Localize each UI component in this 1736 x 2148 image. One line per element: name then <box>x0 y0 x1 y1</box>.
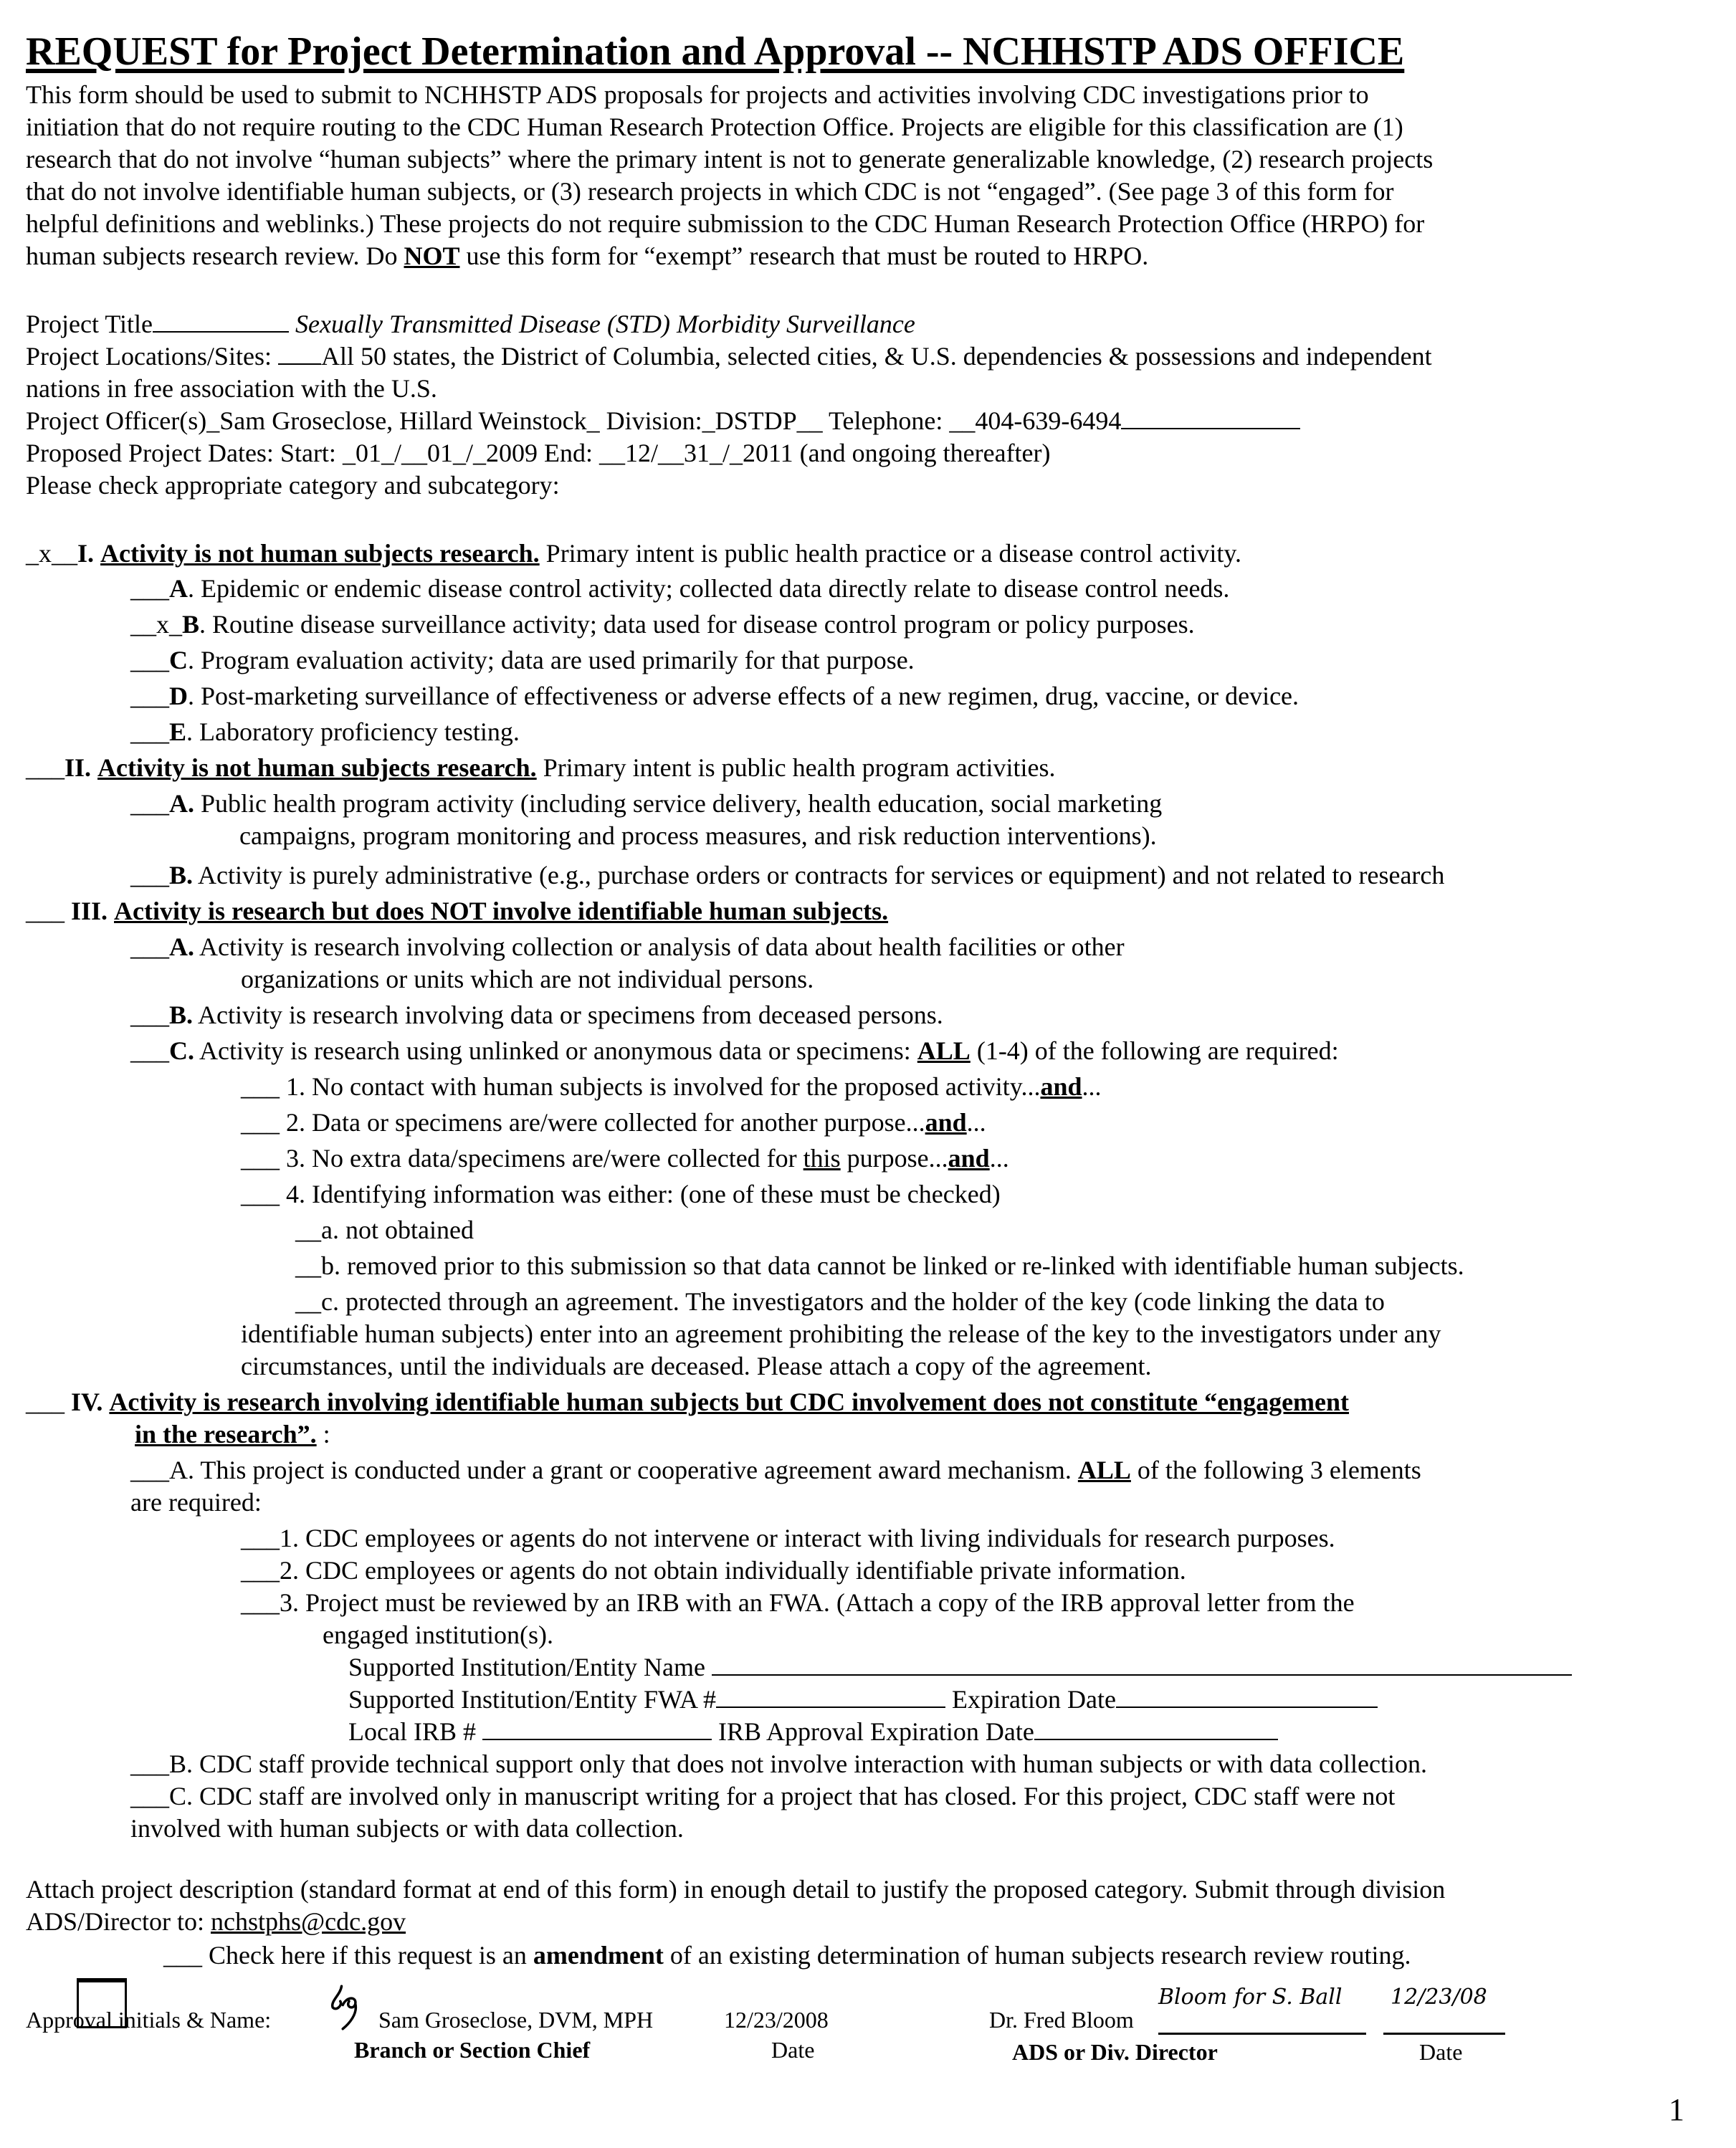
division-value[interactable]: DSTDP <box>715 406 797 435</box>
section-iii-c-4b-checkbox[interactable]: __ <box>295 1251 321 1280</box>
heading-tail: : <box>316 1420 330 1448</box>
project-locations-cont: nations in free association with the U.S. <box>26 374 437 403</box>
page-number: 1 <box>1669 2092 1684 2127</box>
email-link[interactable]: nchstphs@cdc.gov <box>210 1907 406 1936</box>
local-irb-label: Local IRB # <box>348 1717 482 1746</box>
institution-name-label: Supported Institution/Entity Name <box>348 1653 712 1681</box>
section-iii-c-checkbox[interactable]: ___ <box>130 1036 169 1065</box>
item-text: . Epidemic or endemic disease control activity; collected data directly relate to disease control needs. <box>188 574 1230 603</box>
telephone-value[interactable]: 404-639-6494 <box>975 406 1122 435</box>
section-iii-c-3-checkbox[interactable]: ___ <box>241 1144 280 1173</box>
section-ii-b-checkbox[interactable]: ___ <box>130 861 169 889</box>
director-role: ADS or Div. Director <box>1012 2039 1218 2065</box>
item-letter: A. <box>169 932 194 961</box>
chief-name: Sam Groseclose, DVM, MPH <box>378 2007 654 2033</box>
section-ii-desc: Primary intent is public health program activities. <box>536 753 1056 782</box>
item-text: 2. Data or specimens are/were collected for another purpose... <box>280 1108 925 1137</box>
item-text: Activity is research involving data or specimens from deceased persons. <box>193 1001 943 1029</box>
section-iii-a-cont: organizations or units which are not individual persons. <box>241 965 814 993</box>
section-iv-heading: in the research”. <box>135 1420 317 1448</box>
section-iii-row <box>26 897 888 925</box>
section-i-b-mark: x <box>156 610 169 639</box>
item-letter: C. <box>169 1036 194 1065</box>
section-iii-c-4c <box>295 1287 1385 1316</box>
project-officers-row: Project Officer(s)_Sam Groseclose, Hillard Weinstock_ Division:_DSTDP__ Telephone: __404-639-6494 <box>26 406 1300 435</box>
item-text: . Laboratory proficiency testing. <box>186 717 520 746</box>
director-date-line <box>1383 2033 1505 2035</box>
end-note: (and ongoing thereafter) <box>793 439 1051 467</box>
section-i-d-checkbox[interactable]: ___ <box>130 682 169 710</box>
intro-text: use this form for “exempt” research that must be routed to HRPO. <box>459 242 1149 270</box>
chief-initials-signature <box>324 1982 374 2033</box>
section-iv-numeral: IV. <box>71 1388 103 1416</box>
item-text: ... <box>1082 1072 1102 1101</box>
section-ii-checkbox[interactable]: ___ <box>26 753 65 782</box>
item-text: A. This project is conducted under a grant or cooperative agreement award mechanism. <box>169 1456 1078 1484</box>
blank-line <box>153 311 289 333</box>
section-iv-heading: Activity is research involving identifiable human subjects but CDC involvement does not constitute “engagement <box>109 1388 1350 1416</box>
category-instruction: Please check appropriate category and subcategory: <box>26 471 560 500</box>
project-locations-label: Project Locations/Sites: <box>26 342 278 371</box>
end-year[interactable]: 2011 <box>743 439 793 467</box>
intro-line: initiation that do not require routing to the CDC Human Research Protection Office. Projects are eligible for this classification are (1) <box>26 113 1403 141</box>
intro-line: This form should be used to submit to NCHHSTP ADS proposals for projects and activities involving CDC investigations prior to <box>26 80 1369 109</box>
section-i-heading: Activity is not human subjects research. <box>100 539 540 568</box>
intro-line: research that do not involve “human subjects” where the primary intent is not to generate generalizable knowledge, (2) research projects <box>26 145 1434 173</box>
section-ii-b <box>130 861 1444 889</box>
project-officers-value[interactable]: Sam Groseclose, Hillard Weinstock <box>219 406 587 435</box>
item-letter: C <box>169 646 188 674</box>
section-i-e <box>130 717 520 746</box>
section-iii-c-1-checkbox[interactable]: ___ <box>241 1072 280 1101</box>
item-text: . Post-marketing surveillance of effectiveness or adverse effects of a new regimen, drug, vaccine, or device. <box>188 682 1299 710</box>
expiration-date-label: Expiration Date <box>945 1685 1116 1714</box>
item-text: 1. No contact with human subjects is involved for the proposed activity... <box>280 1072 1041 1101</box>
irb-expiration-field[interactable] <box>1034 1719 1278 1740</box>
project-officers-label: Project Officer(s) <box>26 406 207 435</box>
item-text: 1. CDC employees or agents do not intervene or interact with living individuals for research purposes. <box>280 1524 1335 1552</box>
project-title-label: Project Title <box>26 310 153 338</box>
and-emphasis: and <box>1040 1072 1082 1101</box>
expiration-date-field[interactable] <box>1116 1686 1378 1708</box>
director-signature-line <box>1158 2033 1366 2035</box>
section-iv-b <box>130 1750 1427 1778</box>
project-locations-row <box>26 342 1432 371</box>
item-letter: D <box>169 682 188 710</box>
this-emphasis: this <box>803 1144 841 1173</box>
amendment-emphasis: amendment <box>533 1941 664 1970</box>
item-letter: A. <box>169 789 194 818</box>
section-iv-a-3-checkbox[interactable]: ___ <box>241 1588 280 1617</box>
local-irb-field[interactable] <box>482 1719 712 1740</box>
section-i-mark: x <box>39 539 52 568</box>
institution-name-row <box>348 1653 1572 1681</box>
item-text: c. protected through an agreement. The investigators and the holder of the key (code linking the data to <box>321 1287 1385 1316</box>
item-text: purpose... <box>840 1144 948 1173</box>
item-text: B. CDC staff provide technical support only that does not involve interaction with human subjects or with data collection. <box>169 1750 1427 1778</box>
end-month[interactable]: 12 <box>624 439 651 467</box>
item-text: of the following 3 elements <box>1130 1456 1421 1484</box>
institution-fwa-label: Supported Institution/Entity FWA # <box>348 1685 717 1714</box>
institution-fwa-field[interactable] <box>716 1686 945 1708</box>
item-text: b. removed prior to this submission so that data cannot be linked or re-linked with identifiable human subjects. <box>321 1251 1464 1280</box>
section-iii-a-checkbox[interactable]: ___ <box>130 932 169 961</box>
division-label: Division: <box>606 406 702 435</box>
item-text: Public health program activity (including service delivery, health education, social marketing <box>194 789 1163 818</box>
item-text: 3. Project must be reviewed by an IRB with an FWA. (Attach a copy of the IRB approval letter from the <box>280 1588 1355 1617</box>
date-label: Date <box>1419 2039 1463 2065</box>
section-ii-numeral: II. <box>65 753 92 782</box>
section-iv-a-3-cont: engaged institution(s). <box>323 1620 553 1649</box>
section-iv-checkbox[interactable]: ___ <box>26 1388 71 1416</box>
all-emphasis: ALL <box>917 1036 970 1065</box>
item-text: (1-4) of the following are required: <box>970 1036 1339 1065</box>
end-day[interactable]: 31 <box>683 439 710 467</box>
start-year[interactable]: 2009 <box>485 439 538 467</box>
institution-fwa-row <box>348 1685 1378 1714</box>
intro-line <box>26 242 1148 270</box>
submit-label: ADS/Director to: <box>26 1907 211 1936</box>
item-text: Activity is purely administrative (e.g., purchase orders or contracts for services or equipment) and not related to research <box>193 861 1445 889</box>
section-iii-c-3 <box>241 1144 1009 1173</box>
section-iii-numeral: III. <box>71 897 108 925</box>
item-text: . Routine disease surveillance activity; data used for disease control program or policy purposes. <box>199 610 1195 639</box>
item-letter: B <box>182 610 200 639</box>
and-emphasis: and <box>948 1144 990 1173</box>
section-iii-c-2-checkbox[interactable]: ___ <box>241 1108 280 1137</box>
item-text: ... <box>966 1108 986 1137</box>
section-iv-row <box>26 1388 1349 1416</box>
intro-line: helpful definitions and weblinks.) These projects do not require submission to the CDC Human Research Protection Office (HRPO) for <box>26 209 1425 238</box>
form-title: REQUEST for Project Determination and Approval -- NCHHSTP ADS OFFICE <box>26 29 1405 74</box>
chief-date: 12/23/2008 <box>724 2007 829 2033</box>
section-iv-c-checkbox[interactable]: ___ <box>130 1782 169 1810</box>
section-i-checkbox[interactable]: _x__ <box>26 539 77 568</box>
section-iii-c-4 <box>241 1180 1001 1208</box>
project-title-row <box>26 310 915 338</box>
amendment-text: of an existing determination of human subjects research review routing. <box>663 1941 1411 1970</box>
telephone-label: Telephone: <box>828 406 950 435</box>
attach-instruction: Attach project description (standard format at end of this form) in enough detail to justify the proposed category. Submit through division <box>26 1875 1446 1904</box>
project-dates-row: Proposed Project Dates: Start: _01_/__01_/_2009 End: __12/__31_/_2011 (and ongoing thereafter) <box>26 439 1051 467</box>
section-iv-c-cont: involved with human subjects or with data collection. <box>130 1814 684 1843</box>
section-ii-a-cont: campaigns, program monitoring and process measures, and risk reduction interventions). <box>239 821 1157 850</box>
director-signature: Bloom for S. Ball <box>1158 1985 1342 2010</box>
item-text: 3. No extra data/specimens are/were collected for <box>280 1144 803 1173</box>
institution-name-field[interactable] <box>712 1654 1572 1676</box>
and-emphasis: and <box>925 1108 967 1137</box>
all-emphasis: ALL <box>1077 1456 1131 1484</box>
section-ii-row <box>26 753 1056 782</box>
intro-text: human subjects research review. Do <box>26 242 404 270</box>
irb-expiration-label: IRB Approval Expiration Date <box>711 1717 1034 1746</box>
project-title-value[interactable]: Sexually Transmitted Disease (STD) Morbidity Surveillance <box>295 310 915 338</box>
not-emphasis: NOT <box>404 242 460 270</box>
approval-label: Approval initials & Name: <box>26 2007 272 2033</box>
item-text: Activity is research involving collection or analysis of data about health facilities or other <box>194 932 1125 961</box>
section-i-desc: Primary intent is public health practice or a disease control activity. <box>539 539 1242 568</box>
section-i-c <box>130 646 915 674</box>
project-locations-value[interactable]: All 50 states, the District of Columbia, selected cities, & U.S. dependencies & possessions and independent <box>320 342 1432 371</box>
submit-row <box>26 1907 406 1936</box>
date-label: Date <box>771 2037 815 2063</box>
dates-label: Proposed Project Dates: Start: <box>26 439 343 467</box>
section-i-e-checkbox[interactable]: ___ <box>130 717 169 746</box>
section-iv-a-3 <box>241 1588 1355 1617</box>
section-iv-b-checkbox[interactable]: ___ <box>130 1750 169 1778</box>
end-label: End: <box>543 439 599 467</box>
item-letter: A <box>169 574 188 603</box>
section-iii-checkbox[interactable]: ___ <box>26 897 71 925</box>
section-ii-heading: Activity is not human subjects research. <box>97 753 537 782</box>
section-iii-b <box>130 1001 943 1029</box>
item-text: ... <box>989 1144 1009 1173</box>
section-iii-c-4c-checkbox[interactable]: __ <box>295 1287 321 1316</box>
blank-line <box>278 343 321 365</box>
section-i-numeral: I. <box>77 539 95 568</box>
chief-role: Branch or Section Chief <box>354 2037 591 2063</box>
item-letter: B. <box>169 1001 194 1029</box>
item-letter: B. <box>169 861 194 889</box>
section-iv-a <box>130 1456 1421 1484</box>
intro-line: that do not involve identifiable human subjects, or (3) research projects in which CDC is not “engaged”. (See page 3 of this form for <box>26 177 1394 206</box>
item-text: 4. Identifying information was either: (one of these must be checked) <box>280 1180 1001 1208</box>
section-iii-c-4a <box>295 1216 474 1244</box>
section-iv-a-cont: are required: <box>130 1488 262 1517</box>
blank-line <box>1121 408 1300 429</box>
section-iv-heading-cont <box>135 1420 330 1448</box>
section-iv-a-checkbox[interactable]: ___ <box>130 1456 169 1484</box>
section-i-a-checkbox[interactable]: ___ <box>130 574 169 603</box>
section-iv-a-2 <box>241 1556 1186 1585</box>
section-ii-a <box>130 789 1162 818</box>
section-i-b <box>130 610 1195 639</box>
director-date: 12/23/08 <box>1391 1985 1487 2010</box>
section-iii-c-1 <box>241 1072 1102 1101</box>
section-iii-c-4c-cont: circumstances, until the individuals are deceased. Please attach a copy of the agreement. <box>241 1352 1152 1380</box>
item-text: C. CDC staff are involved only in manuscript writing for a project that has closed. For this project, CDC staff were not <box>169 1782 1396 1810</box>
item-text: a. not obtained <box>321 1216 474 1244</box>
section-ii-a-checkbox[interactable]: ___ <box>130 789 169 818</box>
section-iii-c-2 <box>241 1108 986 1137</box>
start-month[interactable]: 01 <box>355 439 381 467</box>
section-i-a <box>130 574 1229 603</box>
section-iii-a <box>130 932 1125 961</box>
section-i-c-checkbox[interactable]: ___ <box>130 646 169 674</box>
amendment-row <box>163 1941 1411 1970</box>
section-iv-a-2-checkbox[interactable]: ___ <box>241 1556 280 1585</box>
section-i-b-checkbox[interactable]: __x_ <box>130 610 182 639</box>
section-iii-c-4a-checkbox[interactable]: __ <box>295 1216 321 1244</box>
section-iv-c <box>130 1782 1395 1810</box>
section-iii-c-4c-cont: identifiable human subjects) enter into an agreement prohibiting the release of the key to the investigators under any <box>241 1319 1441 1348</box>
item-text: 2. CDC employees or agents do not obtain individually identifiable private information. <box>280 1556 1186 1585</box>
amendment-text: Check here if this request is an <box>209 1941 533 1970</box>
section-i-row <box>26 539 1241 568</box>
item-letter: E <box>169 717 187 746</box>
local-irb-row <box>348 1717 1278 1746</box>
director-name: Dr. Fred Bloom <box>989 2007 1134 2033</box>
section-iii-c-4-checkbox[interactable]: ___ <box>241 1180 280 1208</box>
section-iii-b-checkbox[interactable]: ___ <box>130 1001 169 1029</box>
item-text: . Program evaluation activity; data are used primarily for that purpose. <box>188 646 915 674</box>
section-iv-a-1 <box>241 1524 1335 1552</box>
item-text: Activity is research using unlinked or anonymous data or specimens: <box>194 1036 917 1065</box>
section-iii-c-4b <box>295 1251 1464 1280</box>
section-iv-a-1-checkbox[interactable]: ___ <box>241 1524 280 1552</box>
start-day[interactable]: 01 <box>426 439 453 467</box>
section-iii-heading: Activity is research but does NOT involve identifiable human subjects. <box>114 897 889 925</box>
amendment-blank[interactable]: ___ <box>163 1941 209 1970</box>
section-i-d <box>130 682 1299 710</box>
section-iii-c <box>130 1036 1339 1065</box>
